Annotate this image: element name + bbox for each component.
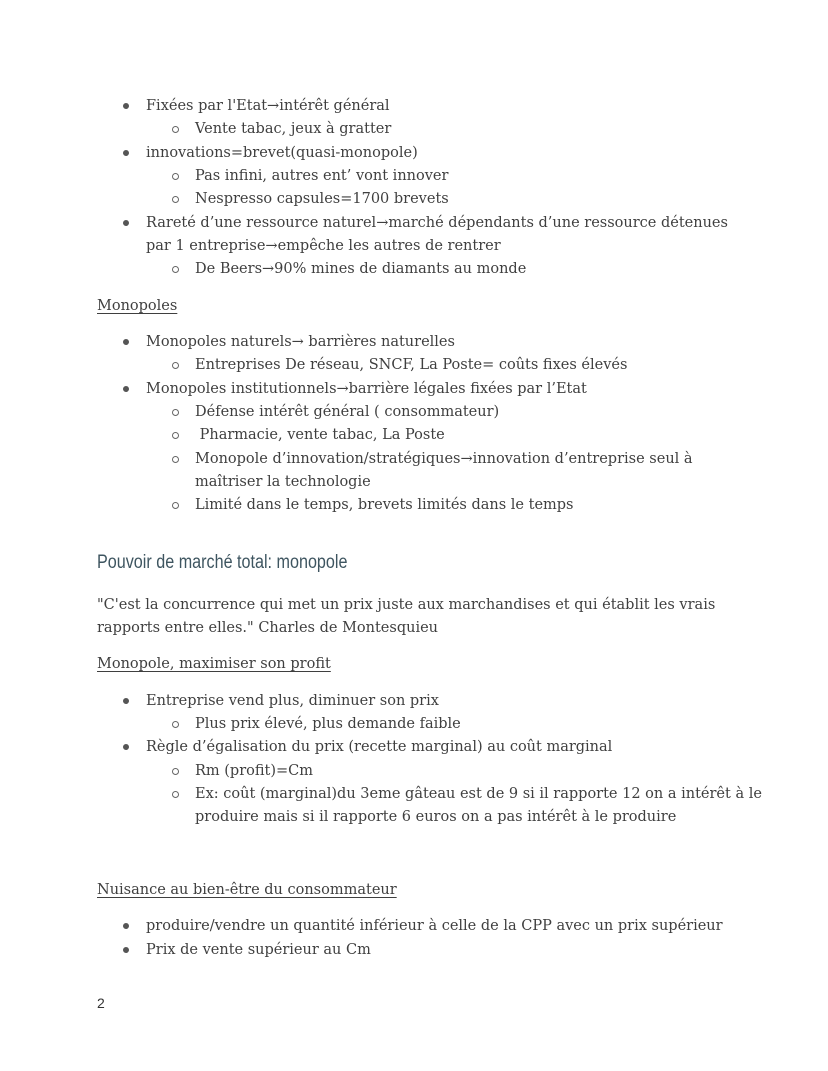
bullet-circle [172,502,179,509]
bullet-circle [172,126,179,133]
list-item-continuation: par 1 entreprise→empêche les autres de rentrer [146,238,501,254]
sub-list-item: Entreprises De réseau, SNCF, La Poste= coûts fixes élevés [195,357,628,373]
subheading-monopoles: Monopoles [97,298,178,314]
list-item: Monopoles institutionnels→barrière légales fixées par l’Etat [146,381,587,397]
sub-list-item: Vente tabac, jeux à gratter [195,121,392,137]
bullet-circle [172,791,179,798]
list-item: Prix de vente supérieur au Cm [146,942,371,958]
list-item: produire/vendre un quantité inférieur à celle de la CPP avec un prix supérieur [146,918,723,934]
bullet-circle [172,173,179,180]
subheading-profit: Monopole, maximiser son profit [97,656,331,672]
bullet-dot [123,923,129,929]
sub-list-item-continuation: maîtriser la technologie [195,474,371,490]
bullet-circle [172,266,179,273]
quote-line: "C'est la concurrence qui met un prix juste aux marchandises et qui établit les vrais [97,597,716,613]
bullet-dot [123,150,129,156]
sub-list-item: Ex: coût (marginal)du 3eme gâteau est de 9 si il rapporte 12 on a intérêt à le [195,786,762,802]
bullet-dot [123,103,129,109]
sub-list-item: De Beers→90% mines de diamants au monde [195,261,527,277]
sub-list-item-continuation: produire mais si il rapporte 6 euros on a pas intérêt à le produire [195,809,677,825]
quote-line: rapports entre elles." Charles de Montesquieu [97,620,439,636]
bullet-dot [123,947,129,953]
bullet-dot [123,744,129,750]
page-number: 2 [97,995,105,1011]
sub-list-item: Plus prix élevé, plus demande faible [195,716,461,732]
list-item: Entreprise vend plus, diminuer son prix [146,693,439,709]
sub-list-item: Limité dans le temps, brevets limités dans le temps [195,497,574,513]
bullet-dot [123,339,129,345]
sub-list-item: Nespresso capsules=1700 brevets [195,191,449,207]
section-heading: Pouvoir de marché total: monopole [97,552,348,573]
sub-list-item: Monopole d’innovation/stratégiques→innovation d’entreprise seul à [195,451,693,467]
bullet-dot [123,386,129,392]
bullet-circle [172,362,179,369]
bullet-circle [172,456,179,463]
bullet-circle [172,196,179,203]
subheading-nuisance: Nuisance au bien-être du consommateur [97,882,397,898]
sub-list-item: Pharmacie, vente tabac, La Poste [195,427,445,443]
bullet-circle [172,768,179,775]
sub-list-item: Rm (profit)=Cm [195,763,314,779]
list-item: Monopoles naturels→ barrières naturelles [146,334,455,350]
bullet-circle [172,409,179,416]
list-item: Fixées par l'Etat→intérêt général [146,98,390,114]
bullet-circle [172,721,179,728]
list-item: Rareté d’une ressource naturel→marché dépendants d’une ressource détenues [146,215,728,231]
list-item: innovations=brevet(quasi-monopole) [146,145,418,161]
list-item: Règle d’égalisation du prix (recette marginal) au coût marginal [146,739,613,755]
sub-list-item: Défense intérêt général ( consommateur) [195,404,500,420]
bullet-dot [123,220,129,226]
sub-list-item: Pas infini, autres ent’ vont innover [195,168,449,184]
bullet-dot [123,698,129,704]
bullet-circle [172,432,179,439]
